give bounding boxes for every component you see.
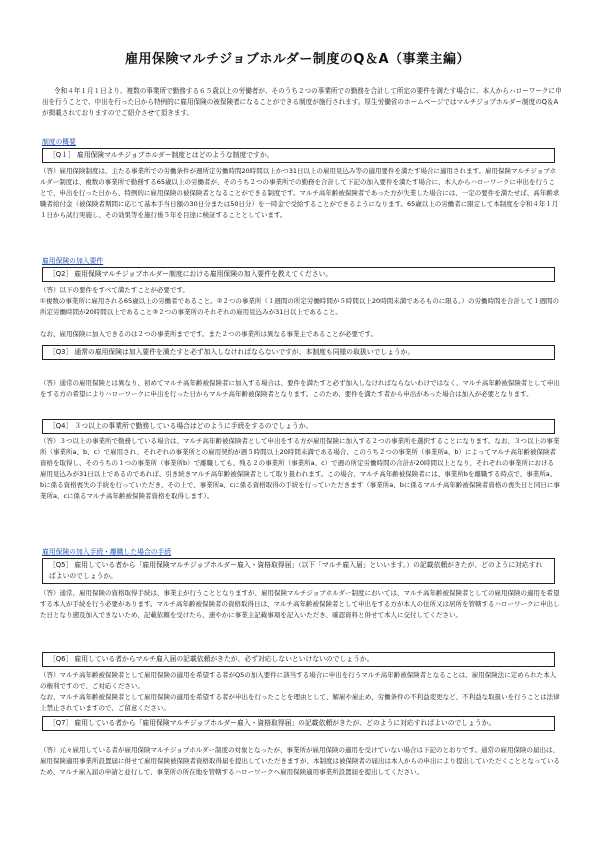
question-box-q5: ［Q5］ 雇用している者から「雇用保険マルチジョブホルダー雇入・資格取得届」（以下「マルチ雇入届」といいます。）の記載依頼がきたが、どのように対応すればよいのでしょうか。 bbox=[42, 558, 555, 584]
answer-q1: （答）雇用保険制度は、主たる事業所での労働条件が週所定労働時間20時間以上かつ31日以上の雇用見込み等の適用要件を満たす場合に適用されます。雇用保険マルチジョブホルダー制度は、複数の事業所で勤務する65歳以上の労働者が、そのうち２つの事業所での勤務を合計して下記の加入要件を満たす場合に、本人からハローワークに申出を行うことで、申出を行った日から、特例的に雇用保険の被保険者となることができる制度です。マルチ高年齢被保険者であった方が失業した場合には、一定の要件を満たせば、高年齢求職者給付金（被保険者期間に応じて基本手当日額の30日分または50日分）を一時金で受給することができるようになります。65歳以上の労働者に限定して本制度を令和４年１月１日から試行実施し、その効果等を施行後５年を目途に検証することとしています。 bbox=[40, 167, 560, 219]
question-box-q1: ［Q１］ 雇用保険マルチジョブホルダー制度とはどのような制度ですか。 bbox=[42, 148, 555, 163]
answer-q2-note: なお、雇用保険に加入できるのは２つの事業所までです。また２つの事業所は異なる事業主であることが必要です。 bbox=[40, 330, 377, 338]
question-box-q4: ［Q4］ ３つ以上の事業所で勤務している場合はどのように手続をするのでしょうか。 bbox=[42, 419, 555, 434]
intro-paragraph: 令和４年１月１日より、複数の事業所で勤務する６５歳以上の労働者が、そのうち２つの事業所での勤務を合計して所定の要件を満たす場合に、本人からハローワークに申出を行うことで、申出を行った日から特例的に雇用保険の被保険者になることができる制度が施行されます。厚生労働省のホームページではマルチジョブホルダー制度のQ＆Aが掲載されておりますのでご紹介させて頂きます。 bbox=[42, 87, 562, 117]
answer-q7: （答）元々雇用している者が雇用保険マルチジョブホルダー制度の対象となったが、事業所が雇用保険の適用を受けていない場合は下記のとおりです。通常の雇用保険の届出は、雇用保険適用事業所設置届に併せて雇用保険被保険者資格取得届を提出していただきますが、本制度は被保険者の届出は本人からの申出により提出していただくこととなっているため、マルチ雇入届の申請と並行して、事業所の所在地を管轄するハローワークへ雇用保険適用事業所設置届を提出してください。 bbox=[40, 746, 560, 776]
question-box-q7: ［Q7］ 雇用している者から「雇用保険マルチジョブホルダー雇入・資格取得届」の記載依頼がきたが、どのように対応すればよいのでしょうか。 bbox=[42, 716, 555, 731]
answer-q5: （答）通常、雇用保険の資格取得手続は、事業主が行うこととなりますが、雇用保険マルチジョブホルダー制度においては、マルチ高年齢被保険者としての雇用保険の適用を希望する本人が手続を行う必要があります。マルチ高年齢被保険者の資格取得日は、マルチ高年齢被保険者として申出をする方が本人の住所又は居所を管轄するハローワークに申出した日となり遡及加入できないため、記載依頼を受けたら、速やかに事業主記載事項を記入いただき、確認資料と併せて本人に交付してください。 bbox=[40, 589, 560, 619]
answer-q3: （答）通常の雇用保険とは異なり、初めてマルチ高年齢被保険者に加入する場合は、要件を満たすと必ず加入しなければならないわけではなく、マルチ高年齢被保険者として申出をする方の希望によりハローワークに申出を行った日からマルチ高年齢被保険者となります。このため、要件を満たす者から申出があった場合は加入が必要となります。 bbox=[40, 379, 560, 398]
answer-q4: （答）３つ以上の事業所で勤務している場合は、マルチ高年齢被保険者として申出をする方が雇用保険に加入する２つの事業所を選択することになります。なお、３つ以上の事業所（事業所a、b、c）で雇用され、それぞれの事業所との雇用契約が週５時間以上20時間未満である場合、このうち２つの事業所（事業所a、b）によってマルチ高年齢被保険者資格を取得し、そのうちの１つの事業所（事業所b）で離職しても、残る２の事業所（事業所a、c）で週の所定労働時間の合計が20時間以上となり、それぞれの事業所における雇用見込みが31日以上であるのであれば、引き続きマルチ高年齢被保険者として取り扱われます。この場合、マルチ高年齢被保険者には、事業所bを離職する時点で、事業所a、bに係る資格喪失の手続を行っていただき、その上で、事業所a、cに係る資格取得の手続を行っていただきます（事業所a、bに係るマルチ高年齢被保険者資格の喪失日と同日に事業所a、cに係るマルチ高年齢被保険者資格を取得します）。 bbox=[40, 437, 560, 500]
answer-q6-main: （答）マルチ高年齢被保険者として雇用保険の適用を希望する者がQ5の加入要件に該当する場合に申出を行うマルチ高年齢被保険者となることは、雇用保険法に定められた本人の権利ですので、ご対応ください。 bbox=[40, 671, 557, 690]
question-box-q3: ［Q3］ 通常の雇用保険は加入要件を満たすと必ず加入しなければならないですが、本制度も同様の取扱いでしょうか。 bbox=[42, 345, 555, 360]
answer-q2-conditions: ①複数の事業所に雇用される65歳以上の労働者であること。②２つの事業所（１週間の所定労働時間が５時間以上20時間未満であるものに限る。）の労働時間を合計して１週間の所定労働時間が20時間以上であること③２つの事業所のそれぞれの雇用見込みが31日以上であること。 bbox=[40, 297, 559, 316]
section-heading-procedures: 雇用保険の加入手続・離職した場合の手続 bbox=[42, 548, 172, 556]
question-box-q2: ［Q2］ 雇用保険マルチジョブホルダー制度における雇用保険の加入要件を教えてください。 bbox=[42, 267, 555, 282]
answer-q6-note: なお、マルチ高年齢被保険者として雇用保険の適用を希望する者が申出を行ったことを理由として、解雇や雇止め、労働条件の不利益変更など、不利益な取扱いを行うことは法律上禁止されていますので、ご留意ください。 bbox=[40, 693, 560, 712]
section-heading-requirements: 雇用保険の加入要件 bbox=[42, 257, 104, 265]
section-heading-overview: 制度の概要 bbox=[42, 138, 76, 146]
question-box-q6: ［Q6］ 雇用している者からマルチ雇入届の記載依頼がきたが、必ず対応しないといけないのでしょうか。 bbox=[42, 652, 555, 667]
answer-q2-intro: （答）以下の要件をすべて満たすことが必要です。 bbox=[40, 286, 189, 294]
page-title: 雇用保険マルチジョブホルダー制度のQ＆A（事業主編） bbox=[124, 52, 471, 67]
